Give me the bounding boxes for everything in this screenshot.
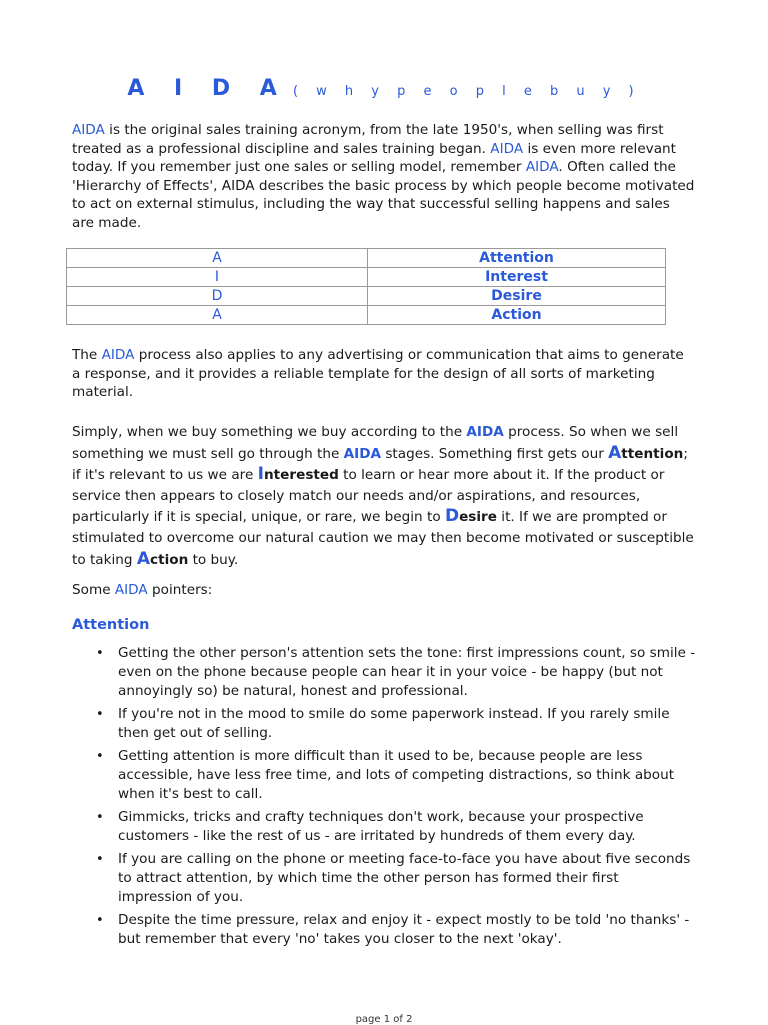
table-cell-word: Desire	[368, 287, 666, 306]
attention-heading: Attention	[72, 617, 150, 633]
list-item	[72, 705, 696, 743]
table-cell-word: Attention	[368, 249, 666, 268]
bullet-text: If you are calling on the phone or meeting face-to-face you have about five seconds to attract attention, by which time the other person has formed their first impression of you.	[118, 851, 691, 905]
para3-text-5: to learn or hear more about it. If the product or service then appears to closely match our needs and/or aspirations, and resources, particularly if it is special, unique, or rare, we begin to	[72, 467, 665, 526]
attention-bullet-list	[72, 644, 696, 953]
list-item	[72, 808, 696, 846]
list-item	[72, 850, 696, 907]
action-initial: A	[136, 548, 151, 569]
bullet-icon: •	[96, 810, 104, 825]
table-row	[67, 249, 666, 268]
advertising-paragraph	[72, 346, 696, 402]
bullet-icon: •	[96, 749, 104, 764]
desire-word: esire	[459, 509, 497, 526]
aida-term: AIDA	[525, 159, 559, 176]
interest-initial: I	[257, 464, 264, 485]
bullet-icon: •	[96, 913, 104, 928]
bullet-icon: •	[96, 707, 104, 722]
table-row	[67, 268, 666, 287]
table-cell-letter: A	[67, 249, 368, 268]
bullet-text: If you're not in the mood to smile do some paperwork instead. If you rarely smile then get out of selling.	[118, 706, 670, 741]
bullet-icon: •	[96, 646, 104, 661]
bullet-text: Gimmicks, tricks and crafty techniques don't work, because your prospective customers - like the rest of us - are irritated by hundreds of them every day.	[118, 809, 644, 844]
para4-text-1: Some	[72, 582, 115, 598]
bullet-text: Despite the time pressure, relax and enjoy it - expect mostly to be told 'no thanks' - but remember that every 'no' takes you closer to the next 'okay'.	[118, 912, 690, 947]
table-cell-letter: D	[67, 287, 368, 306]
para2-text-2: process also applies to any advertising or communication that aims to generate a response, and it provides a reliable template for the design of all sorts of marketing material.	[72, 347, 684, 401]
aida-term: AIDA	[101, 347, 135, 363]
intro-text-1: is the original sales training acronym, from the late 1950's, when selling was first treated as a professional discipline and sales training began.	[72, 122, 664, 157]
bullet-text: Getting the other person's attention sets the tone: first impressions count, so smile - even on the phone because people can hear it in your voice - be happy (but not annoyingly so) be natural, honest and professional.	[118, 645, 696, 699]
action-word: ction	[150, 551, 189, 568]
table-cell-letter: I	[67, 268, 368, 287]
intro-text-3: . Often called the 'Hierarchy of Effects', AIDA describes the basic process by which people become motivated to act on external stimulus, including the way that successful selling happens and sales are made.	[72, 159, 695, 231]
aida-table	[66, 248, 666, 325]
table-row	[67, 306, 666, 325]
attention-word: ttention	[621, 445, 684, 462]
bullet-icon: •	[96, 852, 104, 867]
intro-paragraph	[72, 121, 696, 233]
list-item	[72, 747, 696, 804]
aida-term: AIDA	[72, 122, 105, 138]
para3-text-3: stages. Something first gets our	[381, 445, 609, 462]
intro-text-2: is even more relevant today. If you remember just one sales or selling model, remember	[72, 140, 676, 176]
para3-text-6: it. If we are prompted or stimulated to overcome our natural caution we may then become motivated or susceptible to taking	[72, 509, 694, 568]
aida-term: AIDA	[343, 445, 382, 462]
desire-initial: D	[444, 506, 460, 527]
page-title	[72, 76, 696, 101]
aida-term: AIDA	[114, 582, 148, 598]
interest-word: nterested	[264, 467, 339, 484]
para3-text-2: process. So when we sell something we must sell go through the	[72, 424, 679, 462]
pointers-intro	[72, 581, 696, 600]
list-item	[72, 644, 696, 701]
aida-term: AIDA	[490, 140, 524, 157]
list-item	[72, 911, 696, 949]
title-main: A I D A	[127, 76, 288, 101]
aida-term: AIDA	[466, 424, 504, 440]
buying-process-paragraph	[72, 422, 696, 570]
table-row	[67, 287, 666, 306]
title-subtitle: ( w h y p e o p l e b u y )	[292, 84, 641, 99]
table-cell-letter: A	[67, 306, 368, 325]
para3-text-4: ; if it's relevant to us we are	[72, 445, 688, 484]
para3-text-7: to buy.	[188, 551, 239, 568]
attention-initial: A	[608, 442, 622, 463]
para3-text-1: Simply, when we buy something we buy according to the	[72, 424, 467, 440]
table-cell-word: Interest	[368, 268, 666, 287]
page-number: page 1 of 2	[355, 1014, 413, 1025]
para2-text-1: The	[72, 347, 102, 363]
para4-text-2: pointers:	[147, 582, 213, 598]
bullet-text: Getting attention is more difficult than it used to be, because people are less accessible, have less free time, and lots of competing distractions, so think about when it's best to call.	[118, 748, 675, 802]
table-cell-word: Action	[368, 306, 666, 325]
